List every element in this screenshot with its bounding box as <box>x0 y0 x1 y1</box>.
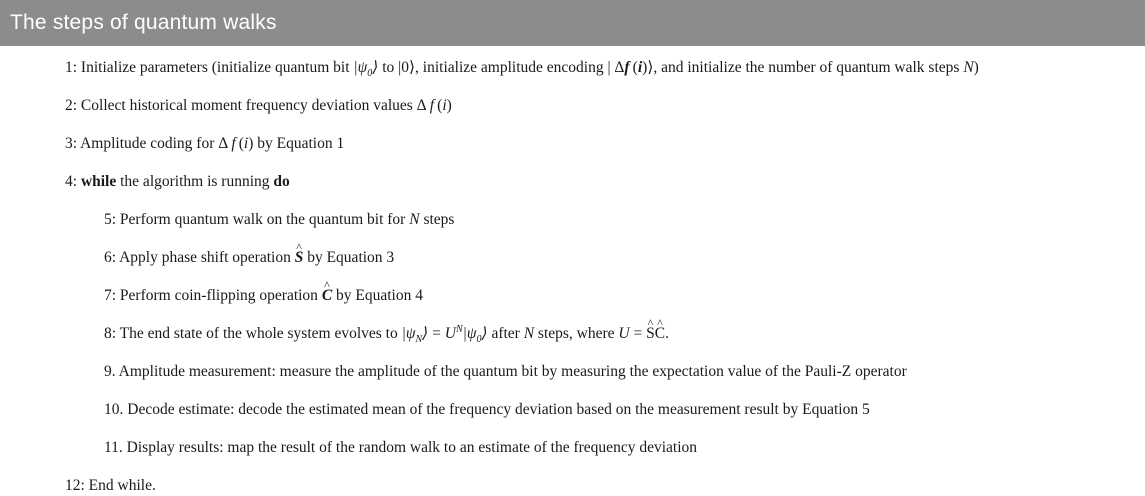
step-5-text: 5: Perform quantum walk on the quantum bit for <box>104 211 410 228</box>
step-7-text: 7: Perform coin-flipping operation <box>104 287 322 304</box>
delta-f: Δ f (i) <box>218 135 254 152</box>
step-6-text-2: by Equation 3 <box>303 249 395 266</box>
step-2 <box>65 96 452 116</box>
step-8-text-3: steps, where <box>534 325 619 342</box>
step-4-text-2: the algorithm is running <box>116 173 274 190</box>
step-4 <box>65 172 290 192</box>
keyword-while: while <box>80 173 117 190</box>
step-3-text: 3: Amplitude coding for <box>65 135 219 152</box>
operator-c-hat: ^ C <box>655 324 665 344</box>
step-10-text: 10. Decode estimate: decode the estimated mean of the frequency deviation based on the measurement result by Equation 5 <box>104 401 870 418</box>
psi0-ket: $|\psi_0⟩$ <box>353 59 379 80</box>
step-1-text-5: ) <box>973 59 979 76</box>
var-n: N <box>963 59 974 76</box>
step-6-text: 6: Apply phase shift operation <box>104 249 295 266</box>
step-9 <box>104 362 907 382</box>
page-title: The steps of quantum walks <box>10 11 277 34</box>
step-9-text: 9. Amplitude measurement: measure the amplitude of the quantum bit by measuring the expectation value of the Pauli-Z operator <box>104 363 907 380</box>
step-12 <box>65 476 156 496</box>
unitary-power: $U^N$ <box>444 323 463 342</box>
step-7-text-2: by Equation 4 <box>332 287 423 304</box>
step-1-text-4: , and initialize the number of quantum walk steps <box>653 59 964 76</box>
step-1 <box>65 58 979 78</box>
keyword-do: do <box>273 173 290 190</box>
step-8-text: 8: The end state of the whole system evolves to <box>104 325 402 342</box>
step-8: 8: The end state of the whole system evolves to $|\psi_N⟩$ = $U^N|\psi_0⟩$ after N steps, where U = ^ S^ C. <box>104 324 669 344</box>
step-7 <box>104 286 423 306</box>
step-11 <box>104 438 697 458</box>
var-u: U <box>618 325 630 342</box>
step-8-text-4: . <box>665 325 669 342</box>
zero-ket: |0⟩ <box>398 59 416 76</box>
psiN-ket: $|\psi_N⟩$ <box>401 325 429 346</box>
operator-c-hat: ^ C <box>322 286 332 306</box>
delta-f: Δ f (i) <box>416 97 452 114</box>
step-4-text: 4: <box>65 173 81 190</box>
var-n: N <box>523 325 535 342</box>
amplitude-ket: | Δf (i)⟩ <box>607 59 654 76</box>
psi0-ket: $|\psi_0⟩$ <box>462 325 488 346</box>
step-12-text: 12: End while. <box>65 477 156 494</box>
step-11-text: 11. Display results: map the result of the random walk to an estimate of the frequency deviation <box>104 439 697 456</box>
step-6 <box>104 248 394 268</box>
step-3-text-2: by Equation 1 <box>253 135 345 152</box>
operator-s-hat: ^ S <box>295 248 304 268</box>
step-1-text-3: , initialize amplitude encoding <box>415 59 608 76</box>
step-3 <box>65 134 344 154</box>
step-10 <box>104 400 870 420</box>
step-5 <box>104 210 454 230</box>
step-1-text: 1: Initialize parameters (initialize quantum bit <box>65 59 354 76</box>
operator-s-hat: ^ S <box>646 324 655 344</box>
step-2-text: 2: Collect historical moment frequency deviation values <box>65 97 417 114</box>
equals-sign: = <box>629 325 647 342</box>
var-n: N <box>409 211 420 228</box>
step-1-text-2: to <box>378 59 399 76</box>
step-8-text-2: after <box>487 325 524 342</box>
table-header <box>0 0 1145 46</box>
step-5-text-2: steps <box>419 211 455 228</box>
